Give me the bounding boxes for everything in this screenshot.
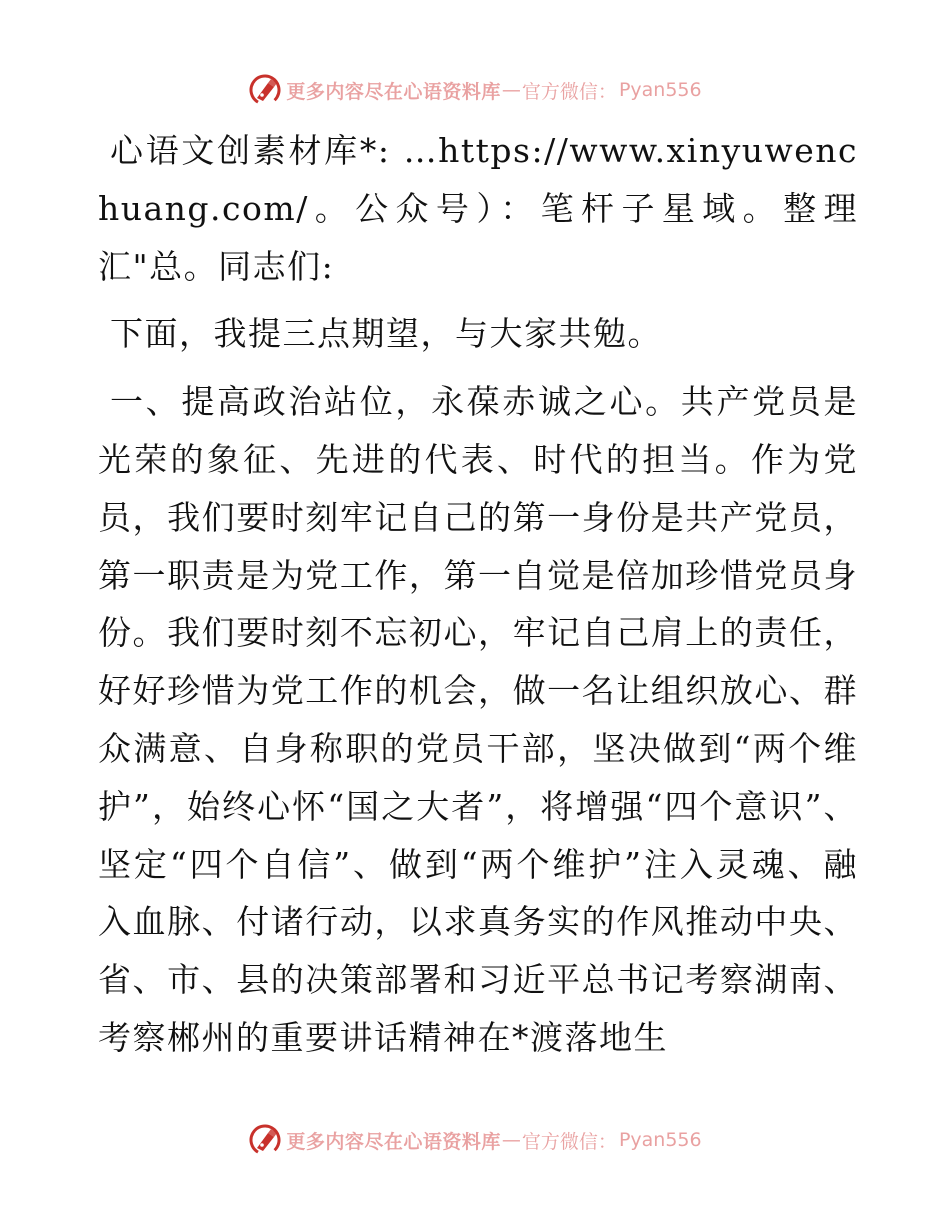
watermark-account-id: Pyan556 — [618, 1129, 702, 1151]
pen-nib-logo-icon — [248, 1123, 282, 1157]
paragraph-intro: 心语文创素材库*: …https://www.xinyuwenchuang.com/。公众号）：笔杆子星域。整理汇"总。同志们: — [98, 131, 858, 286]
watermark-official-label: 官方微信： — [521, 1130, 617, 1153]
document-body — [98, 122, 858, 1067]
watermark-promo-text: 更多内容尽在心语资料库 — [286, 80, 501, 103]
pen-nib-logo-icon — [248, 73, 282, 107]
watermark-account-id: Pyan556 — [618, 79, 702, 101]
paragraph-expectations: 下面，我提三点期望，与大家共勉。 — [110, 314, 662, 354]
header-watermark-banner — [0, 70, 950, 110]
footer-watermark-banner — [0, 1120, 950, 1160]
watermark-dash: — — [501, 1129, 521, 1151]
watermark-dash: — — [501, 79, 521, 101]
watermark-official-label: 官方微信： — [521, 80, 617, 103]
watermark-promo-text: 更多内容尽在心语资料库 — [286, 1130, 501, 1153]
paragraph-point-one: 一、提高政治站位，永葆赤诚之心。共产党员是光荣的象征、先进的代表、时代的担当。作为党员，我们要时刻牢记自己的第一身份是共产党员，第一职责是为党工作，第一自觉是倍加珍惜党员身份。我们要时刻不忘初心，牢记自己肩上的责任，好好珍惜为党工作的机会，做一名让组织放心、群众满意、自身称职的党员干部，坚决做到“两个维护”，始终心怀“国之大者”，将增强“四个意识”、坚定“四个自信”、做到“两个维护”注入灵魂、融入血脉、付诸行动，以求真务实的作风推动中央、省、市、县的决策部署和习近平总书记考察湖南、考察郴州的重要讲话精神在*渡落地生 — [98, 382, 858, 1057]
